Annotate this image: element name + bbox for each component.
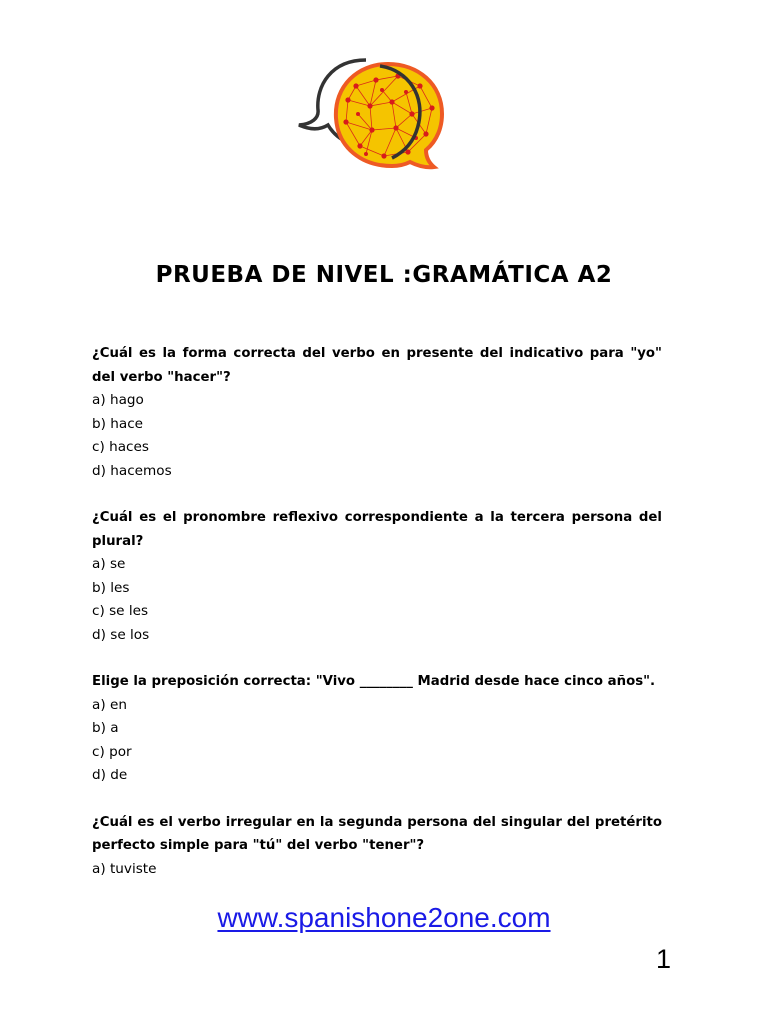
answer-option: a) hago	[92, 392, 144, 408]
question-text: Elige la preposición correcta: "Vivo ________ Madrid desde hace cinco años".	[92, 674, 656, 689]
question-text: ¿Cuál es la forma correcta del verbo en presente del indicativo para "yo" del verbo "hacer"?	[92, 346, 662, 385]
question-block	[92, 811, 662, 882]
answer-option: a) tuviste	[92, 860, 157, 877]
answer-option: c) por	[92, 743, 132, 760]
page-number: 1	[655, 944, 671, 974]
logo-icon	[296, 56, 448, 176]
question-block	[92, 506, 662, 647]
question-block	[92, 670, 662, 788]
answer-option: d) de	[92, 767, 128, 783]
answer-option: b) hace	[92, 415, 144, 432]
question-block	[92, 342, 662, 483]
answer-option: a) en	[92, 696, 127, 713]
answer-option: b) a	[92, 720, 119, 736]
answer-option: b) les	[92, 579, 130, 596]
question-list	[92, 342, 662, 881]
answer-option: d) se los	[92, 626, 150, 643]
page-title: PRUEBA DE NIVEL :GRAMÁTICA A2	[155, 262, 613, 288]
question-text: ¿Cuál es el verbo irregular en la segunda persona del singular del pretérito perfecto simple para "tú" del verbo "tener"?	[92, 814, 662, 853]
answer-option: c) se les	[92, 603, 149, 619]
answer-option: d) hacemos	[92, 462, 172, 479]
answer-option: a) se	[92, 556, 126, 572]
question-text: ¿Cuál es el pronombre reflexivo correspondiente a la tercera persona del plural?	[92, 510, 662, 549]
answer-option: c) haces	[92, 439, 149, 455]
website-link[interactable]: www.spanishone2one.com	[217, 902, 551, 933]
